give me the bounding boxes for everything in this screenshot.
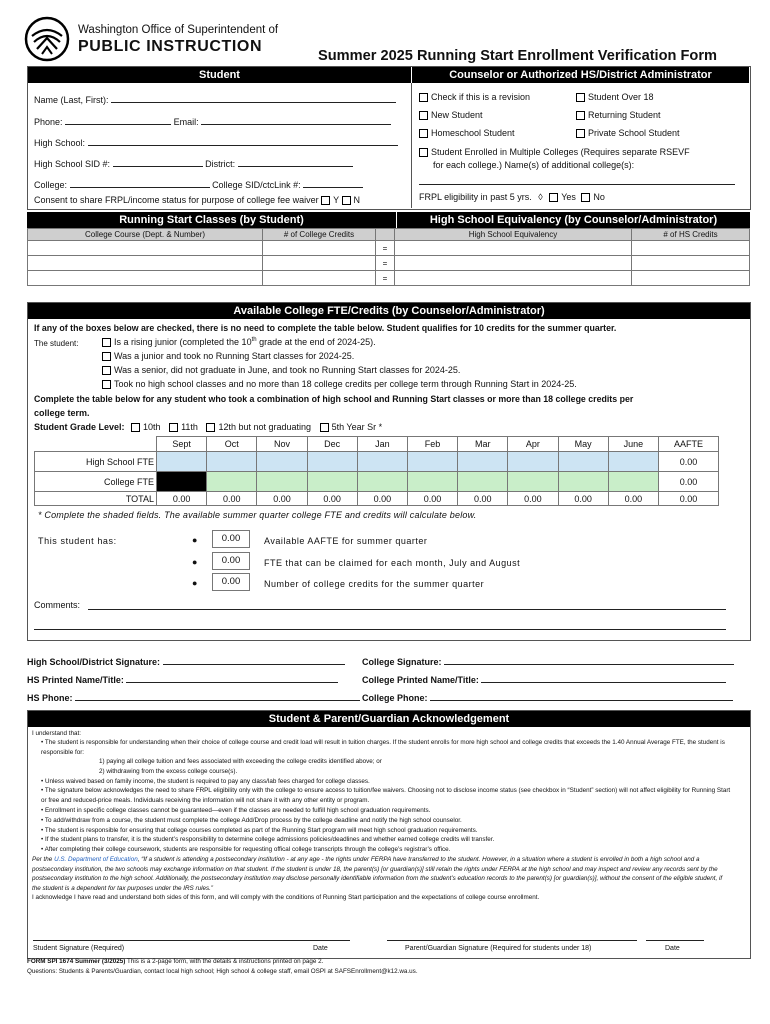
- option-checkbox[interactable]: [102, 380, 111, 389]
- frpl-label: FRPL eligibility in past 5 yrs.: [419, 192, 532, 202]
- option-checkbox[interactable]: [102, 366, 111, 375]
- classes-header-left: Running Start Classes (by Student): [27, 212, 396, 228]
- result-value: 0.00: [212, 530, 250, 548]
- total-row: [35, 492, 719, 506]
- hs-fte-cell[interactable]: [508, 452, 558, 472]
- grade-5th-year-label: 5th Year Sr *: [331, 422, 383, 432]
- credits-cell[interactable]: [263, 256, 376, 271]
- month-june: June: [608, 437, 658, 452]
- multiple-colleges-label-1: Student Enrolled in Multiple Colleges (Requires separate RSEVF: [431, 147, 690, 157]
- college-signature-field[interactable]: [362, 654, 734, 667]
- fte-intro: If any of the boxes below are checked, there is no need to complete the table below. Student qualifies for 10 credits for the summer quarter.: [34, 323, 617, 333]
- date2-label: Date: [665, 945, 680, 952]
- col-eq-blank: [376, 229, 395, 241]
- ack-bullet-text: Enrollment in specific college classes cannot be guaranteed—even if the classes are needed to fulfill high school graduation requirements.: [44, 806, 431, 814]
- course-cell[interactable]: [28, 256, 263, 271]
- hs-fte-cell[interactable]: [558, 452, 608, 472]
- ack-sub-item: 1) paying all college tuition and fees associated with exceeding the college credits identified above; or: [99, 758, 382, 766]
- month-dec: Dec: [307, 437, 357, 452]
- option-junior[interactable]: [102, 351, 354, 361]
- this-student-has-label: This student has:: [38, 536, 117, 546]
- comments-line[interactable]: [34, 629, 726, 630]
- revision-checkbox[interactable]: [419, 93, 428, 102]
- college-fte-label: College FTE: [35, 472, 157, 492]
- date1-label: Date: [313, 945, 328, 952]
- over18-checkbox[interactable]: [576, 93, 585, 102]
- ferpa-link[interactable]: U.S. Department of Education: [54, 856, 138, 864]
- total-label: TOTAL: [35, 492, 157, 506]
- revision-label: Check if this is a revision: [431, 92, 531, 102]
- district-label: District:: [205, 159, 236, 169]
- email-label: Email:: [173, 117, 199, 127]
- the-student-label: The student:: [34, 339, 79, 348]
- college-fte-cell[interactable]: [458, 472, 508, 492]
- returning-option[interactable]: [576, 110, 661, 120]
- ack-bullet-text: The signature below acknowledges the need to share FRPL eligibility only with the college to ensure access to tuition/fee waivers. Choosing not to disclose income status (see checkbox in “Student” section) will not affect eligibility for Running Start or free and reduced-price meals. Individuals receiving the information will not share it with any other entity or program.: [41, 787, 731, 804]
- parent-signature-line[interactable]: [387, 940, 637, 941]
- comments-line[interactable]: [88, 609, 726, 610]
- total-cell: 0.00: [608, 492, 658, 506]
- fte-header: Available College FTE/Credits (by Counselor/Administrator): [28, 303, 750, 319]
- result-label: FTE that can be claimed for each month, July and August: [264, 558, 521, 568]
- option-senior[interactable]: [102, 365, 460, 375]
- hs-fte-cell[interactable]: [257, 452, 307, 472]
- consent-no-checkbox[interactable]: [342, 196, 351, 205]
- total-cell: 0.00: [357, 492, 407, 506]
- counselor-header: Counselor or Authorized HS/District Administrator: [412, 67, 749, 83]
- grade-5th-year-checkbox[interactable]: [320, 423, 329, 432]
- college-fte-cell[interactable]: [508, 472, 558, 492]
- hs-fte-cell[interactable]: [207, 452, 257, 472]
- college-field[interactable]: [34, 177, 363, 190]
- footer-form-note: This is a 2-page form, with the details & instructions printed on page 2.: [126, 958, 324, 965]
- classes-header-row: [28, 229, 750, 241]
- form-title: Summer 2025 Running Start Enrollment Verification Form: [318, 48, 717, 64]
- complete-line-2: college term.: [34, 408, 90, 418]
- total-cell: 0.00: [458, 492, 508, 506]
- ack-bullet-text: To add/withdraw from a course, the student must complete the college Add/Drop process by the college deadline and notify the high school counselor.: [44, 816, 462, 824]
- footer-form-line: [27, 958, 323, 965]
- college-name-field[interactable]: [362, 672, 726, 685]
- college-fte-cell[interactable]: [407, 472, 457, 492]
- student-signature-line[interactable]: [33, 940, 308, 941]
- college-fte-cell[interactable]: [608, 472, 658, 492]
- over18-option[interactable]: [576, 92, 654, 102]
- consent-yes-label: Y: [333, 195, 340, 205]
- result-value: 0.00: [212, 573, 250, 591]
- bullet-icon: ●: [192, 557, 198, 567]
- classes-header-right: High School Equivalency (by Counselor/Administrator): [397, 212, 750, 228]
- month-mar: Mar: [458, 437, 508, 452]
- college-label: College:: [34, 180, 68, 190]
- consent-yes-checkbox[interactable]: [321, 196, 330, 205]
- private-checkbox[interactable]: [576, 129, 585, 138]
- total-cell: 0.00: [558, 492, 608, 506]
- logo-line2: PUBLIC INSTRUCTION: [78, 38, 263, 55]
- col-credits: # of College Credits: [263, 229, 376, 241]
- grade-11-label: 11th: [181, 422, 198, 432]
- option-label: Was a senior, did not graduate in June, and took no Running Start classes for 2024-25.: [114, 365, 461, 375]
- private-option[interactable]: [576, 128, 680, 138]
- grade-level-label: Student Grade Level:: [34, 422, 125, 432]
- option-label: Took no high school classes and no more than 18 college credits per college term through Running Start in 2024-25.: [114, 379, 577, 389]
- eq-cell: =: [376, 241, 395, 256]
- college-phone-label: College Phone:: [362, 693, 428, 703]
- total-cell: 0.00: [508, 492, 558, 506]
- credits-cell[interactable]: [263, 241, 376, 256]
- frpl-yes-label: Yes: [561, 192, 576, 202]
- equiv-cell[interactable]: [395, 241, 632, 256]
- month-apr: Apr: [508, 437, 558, 452]
- frpl-no-checkbox[interactable]: [581, 193, 590, 202]
- high-school-label: High School:: [34, 138, 86, 148]
- ack-bullet: • The student is responsible for ensuring that college courses completed as part of the Running Start program will meet high school graduation requirements.: [41, 826, 478, 834]
- ospi-emblem-icon: [24, 16, 70, 62]
- shaded-note: * Complete the shaded fields. The available summer quarter college FTE and credits will calculate below.: [38, 510, 477, 520]
- revision-option[interactable]: [419, 92, 530, 102]
- phone-email-field[interactable]: [34, 114, 391, 127]
- date2-line[interactable]: [646, 940, 704, 941]
- ack-closing: I acknowledge I have read and understand both sides of this form, and will comply with the conditions of Running Start participation and the expectations of college course enrollment.: [32, 893, 540, 901]
- student-signature-label: Student Signature (Required): [33, 945, 125, 952]
- col-course: College Course (Dept. & Number): [28, 229, 263, 241]
- option-label: Is a rising junior (completed the 10th grade at the end of 2024-25).: [114, 337, 376, 347]
- month-jan: Jan: [357, 437, 407, 452]
- footer-questions: Questions: Students & Parents/Guardian, contact local high school; High school & college staff, email OSPI at SAFSEnrollment@k12.wa.us.: [27, 968, 418, 975]
- hs-fte-cell[interactable]: [157, 452, 207, 472]
- name-label: Name (Last, First):: [34, 95, 109, 105]
- table-row: [28, 271, 750, 286]
- eq-cell: =: [376, 256, 395, 271]
- ospi-logo: [24, 16, 284, 62]
- hs-name-label: HS Printed Name/Title:: [27, 675, 124, 685]
- col-hs-credits: # of HS Credits: [632, 229, 750, 241]
- complete-line-1: Complete the table below for any student who took a combination of high school and Running Start classes or more than 18 college credits per: [34, 394, 634, 404]
- hs-fte-label: High School FTE: [35, 452, 157, 472]
- college-phone-field[interactable]: [362, 690, 733, 703]
- footer-form-id: FORM SPI 1674 Summer (3/2025): [27, 958, 126, 965]
- new-student-label: New Student: [431, 110, 483, 120]
- college-signature-label: College Signature:: [362, 657, 442, 667]
- col-equiv: High School Equivalency: [395, 229, 632, 241]
- new-student-checkbox[interactable]: [419, 111, 428, 120]
- additional-colleges-line[interactable]: [419, 184, 735, 185]
- consent-no-label: N: [353, 195, 361, 205]
- ack-bullet: • Unless waived based on family income, the student is required to pay any class/lab fees charged for college classes.: [41, 777, 370, 785]
- ack-bullet-text: After completing their college coursework, students are responsible for requesting offical college transcripts through the college’s registrar’s office.: [44, 846, 451, 854]
- aafte-header: AAFTE: [659, 437, 719, 452]
- result-label: Available AAFTE for summer quarter: [264, 536, 428, 546]
- college-fte-cell[interactable]: [357, 472, 407, 492]
- frpl-no-label: No: [593, 192, 605, 202]
- ack-bullet: • After completing their college coursework, students are responsible for requesting offical college transcripts through the college’s registrar’s office.: [41, 846, 451, 854]
- ack-bullet: • Enrollment in specific college classes cannot be guaranteed—even if the classes are needed to fulfill high school graduation requirements.: [41, 806, 431, 814]
- table-row: [28, 256, 750, 271]
- ack-bullet: • The signature below acknowledges the need to share FRPL eligibility only with the college to ensure access to tuition/fee waivers. Choosing not to disclose income status (see checkbox in “Student” section) will not affect eligibility for Running Start or free and reduced-price meals. Individuals receiving the information will not share it with any other entity or program.: [41, 787, 731, 804]
- hs-signature-field[interactable]: [27, 654, 345, 667]
- ack-bullet-text: The student is responsible for understanding when their choice of college course and credit load will result in tuition charges. If the student enrolls for more high school and college credits that exceeds the 1.40 Annual Average FTE, the student is responsible for:: [41, 739, 725, 756]
- month-oct: Oct: [207, 437, 257, 452]
- consent-field: [34, 195, 360, 205]
- month-nov: Nov: [257, 437, 307, 452]
- student-header: Student: [28, 67, 411, 83]
- ack-sub-item: 2) withdrawing from the excess college course(s).: [99, 767, 238, 775]
- ack-bullet-text: Unless waived based on family income, the student is required to pay any class/lab fees charged for college classes.: [44, 777, 370, 785]
- result-value: 0.00: [212, 552, 250, 570]
- month-may: May: [558, 437, 608, 452]
- homeschool-label: Homeschool Student: [431, 128, 515, 138]
- grade-12-checkbox[interactable]: [206, 423, 215, 432]
- comments-label: Comments:: [34, 600, 81, 610]
- over18-label: Student Over 18: [588, 92, 654, 102]
- college-fte-cell[interactable]: [257, 472, 307, 492]
- option-rising-junior[interactable]: [102, 337, 376, 347]
- hs-credits-cell[interactable]: [632, 241, 750, 256]
- equiv-cell[interactable]: [395, 256, 632, 271]
- month-header-blank: [35, 437, 157, 452]
- eq-cell: =: [376, 271, 395, 286]
- ferpa-paragraph: [32, 855, 732, 893]
- college-fte-cell[interactable]: [207, 472, 257, 492]
- frpl-yes-checkbox[interactable]: [549, 193, 558, 202]
- ferpa-text: , “If a student is attending a postsecondary institution - at any age - the rights under FERPA have transferred to the student. However, in a situation where a student is enrolled in both a high school and a postsecondary institution, the two schools may exchange information on that student. If the student is under 18, the parent(s) [or guardian(s)] still retain the rights under FERPA at the high school and may inspect and review any records sent by the postsecondary institution to the high school. Additionally, the postsecondary institution may disclose personally identifiable information from the student’s education records to the parent(s) [or guardian(s)], without the consent of the eligible student, if the student is a dependent for tax purposes under the IRS rules.”: [32, 856, 723, 892]
- total-aafte-cell: 0.00: [659, 492, 719, 506]
- sid-label: High School SID #:: [34, 159, 111, 169]
- college-fte-cell[interactable]: [558, 472, 608, 492]
- month-header-row: [35, 437, 719, 452]
- homeschool-checkbox[interactable]: [419, 129, 428, 138]
- grade-level-field: [34, 422, 382, 432]
- ack-bullet-text: If the student plans to transfer, it is the student’s responsibility to determine college admissions policies/deadlines and whether earned college credits will transfer.: [44, 836, 495, 844]
- date1-line[interactable]: [298, 940, 350, 941]
- table-row: [28, 241, 750, 256]
- total-cell: 0.00: [257, 492, 307, 506]
- homeschool-option[interactable]: [419, 128, 515, 138]
- option-label: Was a junior and took no Running Start classes for 2024-25.: [114, 351, 355, 361]
- hs-aafte-value: 0.00: [659, 452, 719, 472]
- ack-body: [32, 729, 732, 902]
- classes-table: [27, 228, 750, 286]
- ack-bullet: • To add/withdraw from a course, the student must complete the college Add/Drop process by the college deadline and notify the high school counselor.: [41, 816, 462, 824]
- multiple-colleges-label-2: for each college.) Name(s) of additional college(s):: [433, 160, 635, 170]
- hs-fte-cell[interactable]: [307, 452, 357, 472]
- frpl-field: [419, 192, 605, 202]
- college-aafte-value: 0.00: [659, 472, 719, 492]
- bullet-icon: ●: [192, 578, 198, 588]
- ack-header: Student & Parent/Guardian Acknowledgement: [28, 711, 750, 727]
- ack-bullet: • If the student plans to transfer, it is the student’s responsibility to determine college admissions policies/deadlines and whether earned college credits will transfer.: [41, 836, 495, 844]
- high-school-field[interactable]: [34, 135, 398, 148]
- total-cell: 0.00: [307, 492, 357, 506]
- college-fte-cell[interactable]: [307, 472, 357, 492]
- total-cell: 0.00: [207, 492, 257, 506]
- hs-fte-cell[interactable]: [608, 452, 658, 472]
- option-no-hs[interactable]: [102, 379, 577, 389]
- result-label: Number of college credits for the summer quarter: [264, 579, 485, 589]
- option-checkbox[interactable]: [102, 352, 111, 361]
- fte-month-table: [34, 436, 719, 506]
- bullet-icon: ●: [192, 535, 198, 545]
- hs-name-field[interactable]: [27, 672, 338, 685]
- consent-label: Consent to share FRPL/income status for purpose of college fee waiver: [34, 195, 319, 205]
- name-field[interactable]: [34, 92, 396, 105]
- grade-12-label: 12th but not graduating: [218, 422, 312, 432]
- college-fte-blocked-cell: [157, 472, 207, 492]
- hs-fte-cell[interactable]: [357, 452, 407, 472]
- hs-credits-cell[interactable]: [632, 256, 750, 271]
- option-checkbox[interactable]: [102, 338, 111, 347]
- equiv-cell[interactable]: [395, 271, 632, 286]
- ack-bullet: • The student is responsible for understanding when their choice of college course and credit load will result in tuition charges. If the student enrolls for more high school and college credits that exceeds the 1.40 Annual Average FTE, the student is responsible for: 1) paying all college tuition and fees associated with exceeding the college credits identified above; or 2) withdrawing from the excess college course(s).: [41, 738, 732, 776]
- total-cell: 0.00: [407, 492, 457, 506]
- course-cell[interactable]: [28, 241, 263, 256]
- phone-label: Phone:: [34, 117, 63, 127]
- grade-10-checkbox[interactable]: [131, 423, 140, 432]
- credits-cell[interactable]: [263, 271, 376, 286]
- private-label: Private School Student: [588, 128, 680, 138]
- multiple-colleges-option[interactable]: [419, 147, 690, 157]
- college-sid-label: College SID/ctcLink #:: [212, 180, 301, 190]
- new-student-option[interactable]: [419, 110, 483, 120]
- sid-district-field[interactable]: [34, 156, 353, 169]
- ferpa-prefix: Per the: [32, 856, 53, 864]
- course-cell[interactable]: [28, 271, 263, 286]
- hs-fte-row: [35, 452, 719, 472]
- ack-intro: I understand that:: [32, 730, 82, 737]
- returning-label: Returning Student: [588, 110, 661, 120]
- returning-checkbox[interactable]: [576, 111, 585, 120]
- grade-10-label: 10th: [143, 422, 161, 432]
- multiple-colleges-checkbox[interactable]: [419, 148, 428, 157]
- parent-signature-label: Parent/Guardian Signature (Required for students under 18): [405, 945, 592, 952]
- ack-bullet-text: The student is responsible for ensuring that college courses completed as part of the Running Start program will meet high school graduation requirements.: [44, 826, 478, 834]
- hs-phone-field[interactable]: [27, 690, 360, 703]
- total-cell: 0.00: [157, 492, 207, 506]
- college-fte-row: [35, 472, 719, 492]
- hs-fte-cell[interactable]: [458, 452, 508, 472]
- month-feb: Feb: [407, 437, 457, 452]
- month-sept: Sept: [157, 437, 207, 452]
- frpl-glyph: ◊: [538, 192, 543, 202]
- hs-fte-cell[interactable]: [407, 452, 457, 472]
- college-name-label: College Printed Name/Title:: [362, 675, 479, 685]
- divider: [411, 83, 412, 208]
- grade-11-checkbox[interactable]: [169, 423, 178, 432]
- hs-credits-cell[interactable]: [632, 271, 750, 286]
- logo-line1: Washington Office of Superintendent of: [78, 24, 279, 36]
- hs-signature-label: High School/District Signature:: [27, 657, 161, 667]
- hs-phone-label: HS Phone:: [27, 693, 73, 703]
